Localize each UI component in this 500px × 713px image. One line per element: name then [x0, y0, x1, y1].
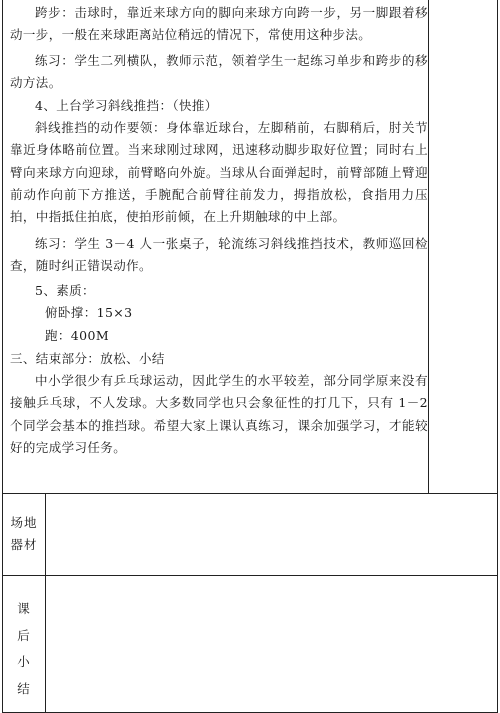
venue-equipment-label — [3, 512, 45, 556]
after-class-summary-label — [3, 596, 45, 702]
paragraph-summary-remarks: 中小学很少有乒乓球运动，因此学生的水平较差，部分同学原来没有接触乒乓球，不人发球。大多数同学也只会象征性的打几下，只有 1－2 个同学会基本的推挡球。希望大家上课认真练习，课余加强学习，才能较好的完成学习任务。 — [10, 373, 428, 455]
summary-label-char-2: 后 — [17, 627, 31, 643]
paragraph-step-technique: 跨步：击球时，靠近来球方向的脚向来球方向跨一步，另一脚跟着移动一步，一般在来球距离站位稍远的情况下，常使用这种步法。 — [10, 5, 428, 43]
paragraph-push-practice: 练习：学生 3－4 人一张桌子，轮流练习斜线推挡技术，教师巡回检查，随时纠正错误动作。 — [10, 236, 428, 274]
paragraph-push-essentials: 斜线推挡的动作要领：身体靠近球台，左脚稍前，右脚稍后，肘关节靠近身体略前位置。当来球刚过球网，迅速移动脚步取好位置；同时右上臂向来球方向迎球，前臂略向外旋。当球从台面弹起时，前臂部随上臂迎前动作向前下方推送，手腕配合前臂往前发力，拇指放松，食指用力压拍，中指抵住拍底，使拍形前倾，在上升期触球的中上部。 — [10, 120, 428, 225]
fitness-run: 跑：400M — [45, 328, 110, 343]
paragraph-step-practice: 练习：学生二列横队，教师示范，领着学生一起练习单步和跨步的移动方法。 — [10, 53, 428, 91]
heading-closing-section: 三、结束部分：放松、小结 — [10, 351, 165, 366]
heading-diagonal-push: 4、上台学习斜线推挡：（快推） — [35, 98, 218, 113]
venue-equipment-cell — [46, 494, 497, 575]
content-right-divider — [428, 0, 429, 493]
heading-fitness: 5、素质： — [35, 283, 95, 298]
venue-label-line2: 器材 — [10, 537, 38, 552]
venue-label-line1: 场地 — [10, 515, 38, 530]
summary-label-char-1: 课 — [17, 601, 31, 616]
after-class-summary-cell — [46, 576, 497, 712]
fitness-pushups: 俯卧撑：15×3 — [45, 305, 133, 320]
summary-label-char-4: 结 — [17, 680, 31, 696]
outer-right-border — [497, 0, 498, 713]
summary-label-char-3: 小 — [17, 654, 31, 669]
